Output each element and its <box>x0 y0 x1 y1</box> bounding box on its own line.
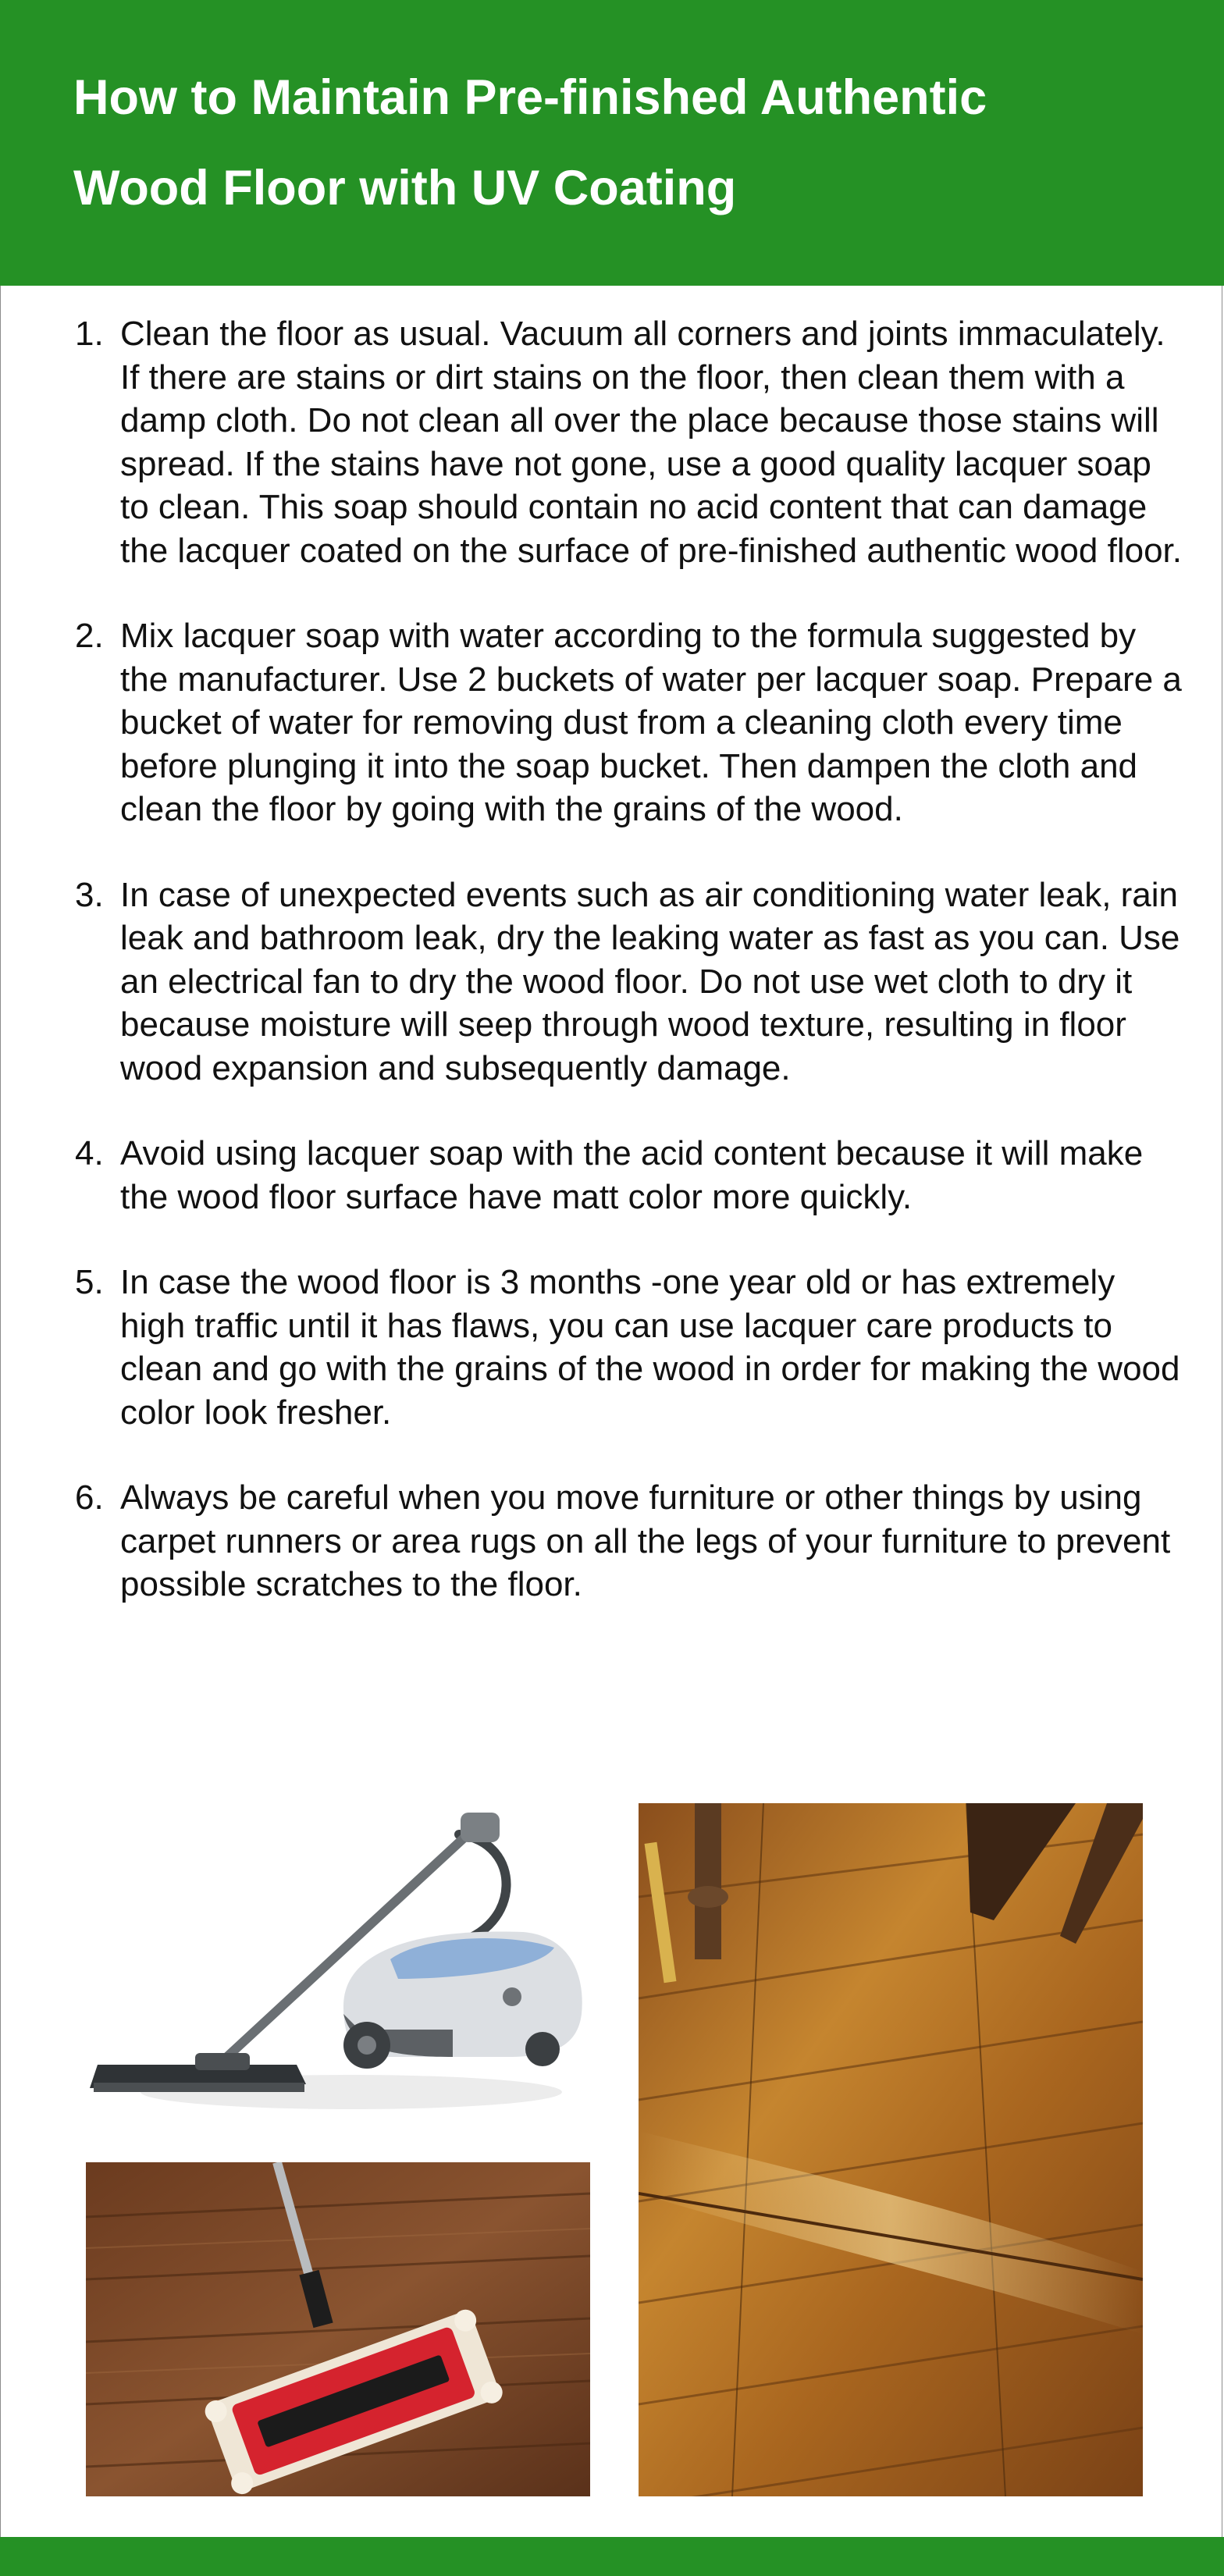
list-item <box>75 1476 1183 1606</box>
list-item <box>75 312 1183 572</box>
list-item <box>75 614 1183 831</box>
step-text: In case the wood floor is 3 months -one year old or has extremely high traffic until it has flaws, you can use lacquer care products to clean and go with the grains of the wood in order for making the wood color look fresher. <box>120 1263 1180 1432</box>
step-text: Always be careful when you move furniture or other things by using carpet runners or area rugs on all the legs of your furniture to prevent possible scratches to the floor. <box>120 1478 1171 1603</box>
step-text: In case of unexpected events such as air conditioning water leak, rain leak and bathroom leak, dry the leaking water as fast as you can. Use an electrical fan to dry the wood floor. Do not use wet cloth to dry it because moisture will seep through wood texture, resulting in floor wood expansion and subsequently damage. <box>120 875 1180 1087</box>
title-banner <box>0 0 1224 286</box>
list-item <box>75 1132 1183 1219</box>
list-item <box>75 873 1183 1091</box>
step-number: 1. <box>75 315 104 353</box>
list-item <box>75 1261 1183 1434</box>
step-number: 5. <box>75 1263 104 1301</box>
maintenance-steps-list <box>75 312 1183 1649</box>
flat-mop-photo <box>86 2162 590 2496</box>
step-text: Mix lacquer soap with water according to the formula suggested by the manufacturer. Use 2 buckets of water per lacquer soap. Prepare a bucket of water for removing dust from a cleaning cloth every time before plunging it into the soap bucket. Then dampen the cloth and clean the floor by going with the grains of the wood. <box>120 617 1182 828</box>
page-title-line-1: How to Maintain Pre-finished Authentic <box>73 70 987 125</box>
footer-bar <box>0 2537 1224 2576</box>
step-number: 3. <box>75 875 104 914</box>
wood-floor-photo <box>639 1803 1143 2496</box>
page-title-line-2: Wood Floor with UV Coating <box>73 161 737 215</box>
step-text: Avoid using lacquer soap with the acid content because it will make the wood floor surface have matt color more quickly. <box>120 1134 1144 1216</box>
step-text: Clean the floor as usual. Vacuum all corners and joints immaculately. If there are stains or dirt stains on the floor, then clean them with a damp cloth. Do not clean all over the place because those stains will spread. If the stains have not gone, use a good quality lacquer soap to clean. This soap should contain no acid content that can damage the lacquer coated on the surface of pre-finished authentic wood floor. <box>120 315 1182 570</box>
step-number: 6. <box>75 1478 104 1517</box>
step-number: 4. <box>75 1134 104 1172</box>
step-number: 2. <box>75 617 104 655</box>
steam-cleaner-photo <box>86 1795 590 2131</box>
